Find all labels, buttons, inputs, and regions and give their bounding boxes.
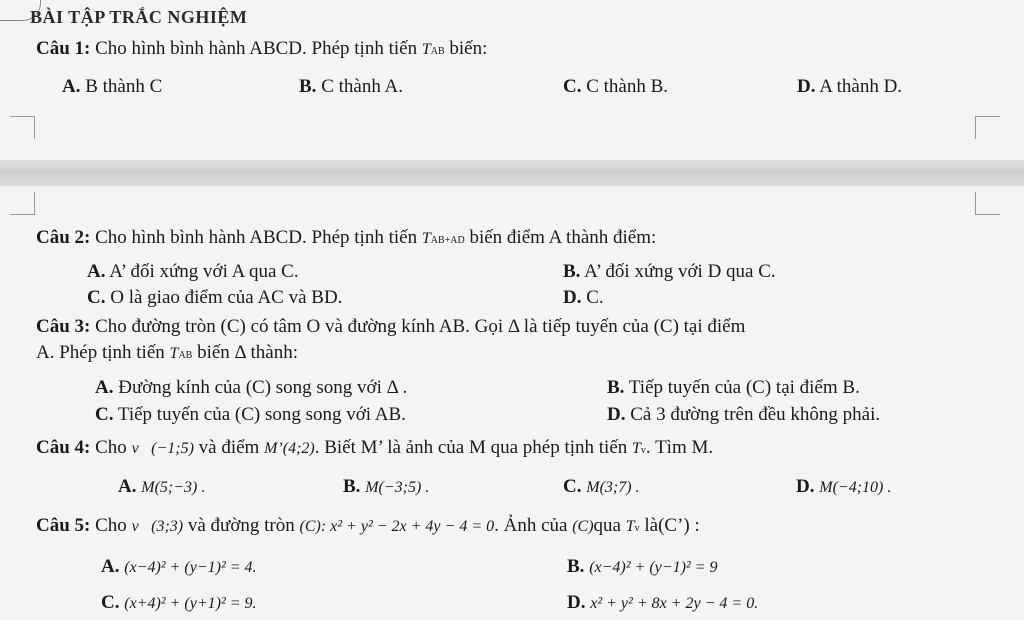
question-2-option-d[interactable]: D. C. [563, 287, 604, 308]
question-4-vector: v⃗(−1;5) [131, 440, 194, 457]
question-3-option-d[interactable]: D. Cả 3 đường trên đều không phải. [607, 404, 881, 425]
question-5-option-b[interactable]: B. (x−4)² + (y−1)² = 9 [567, 556, 718, 577]
question-5-option-c[interactable]: C. (x+4)² + (y+1)² = 9. [101, 592, 257, 613]
question-1-label: Câu 1: [36, 38, 91, 59]
question-3-label: Câu 3: [36, 316, 91, 337]
question-2-text-after: biến điểm A thành điểm: [469, 227, 657, 248]
page-break [0, 160, 1024, 186]
question-5-label: Câu 5: [36, 515, 91, 536]
question-5-vector: v⃗(3;3) [131, 518, 184, 535]
question-1-option-c[interactable]: C. C thành B. [563, 76, 669, 97]
question-2-option-c[interactable]: C. O là giao điểm của AC và BD. [87, 287, 343, 308]
question-1-text-after: biến: [449, 38, 488, 59]
question-4-option-a[interactable]: A. M(5;−3) . [118, 476, 206, 497]
question-2-label: Câu 2: [36, 227, 91, 248]
question-4-point: M’(4;2) [264, 440, 315, 457]
page-corner-mark [975, 116, 1000, 139]
question-2-translation: TAB+AD [421, 230, 465, 247]
question-2-stem [36, 227, 656, 252]
page-corner-mark [10, 192, 35, 215]
question-3-translation: TAB [169, 345, 193, 362]
question-1-option-a[interactable]: A. B thành C [62, 76, 163, 97]
page-heading: BÀI TẬP TRẮC NGHIỆM [30, 7, 248, 27]
question-5-translation: Tv [625, 518, 640, 535]
question-1-stem [36, 38, 487, 63]
question-4-stem: Câu 4: Cho v⃗(−1;5) và điểm M’(4;2). Biết M’ là ảnh của M qua phép tịnh tiến Tv. Tìm M. [36, 437, 714, 458]
question-5-circle: (C): x² + y² − 2x + 4y − 4 = 0 [299, 518, 495, 535]
question-5-option-a[interactable]: A. (x−4)² + (y−1)² = 4. [101, 556, 257, 577]
question-3-option-a[interactable]: A. Đường kính của (C) song song với Δ . [95, 377, 408, 398]
question-4-label: Câu 4: [36, 437, 91, 458]
question-1-option-d[interactable]: D. A thành D. [797, 76, 903, 97]
question-4-option-c[interactable]: C. M(3;7) . [563, 476, 640, 497]
question-1-text: Cho hình bình hành ABCD. Phép tịnh tiến [95, 38, 418, 59]
question-2-text: Cho hình bình hành ABCD. Phép tịnh tiến [95, 227, 418, 248]
question-3-stem [36, 316, 745, 338]
question-4-option-b[interactable]: B. M(−3;5) . [343, 476, 430, 497]
question-3-option-b[interactable]: B. Tiếp tuyến của (C) tại điểm B. [607, 377, 860, 398]
question-5-stem: Câu 5: Cho v⃗(3;3) và đường tròn (C): x² + y² − 2x + 4y − 4 = 0. Ảnh của (C)qua Tv là(C’) : [36, 515, 700, 536]
question-3-stem-line2: A. Phép tịnh tiến TAB biến Δ thành: [36, 342, 298, 363]
question-1-translation: TAB [421, 41, 445, 58]
question-3-option-c[interactable]: C. Tiếp tuyến của (C) song song với AB. [95, 404, 406, 425]
question-2-option-b[interactable]: B. A’ đối xứng với D qua C. [563, 261, 776, 282]
page-corner-mark [10, 116, 35, 139]
question-5-option-d[interactable]: D. x² + y² + 8x + 2y − 4 = 0. [567, 592, 759, 613]
question-4-option-d[interactable]: D. M(−4;10) . [796, 476, 892, 497]
question-2-option-a[interactable]: A. A’ đối xứng với A qua C. [87, 261, 299, 282]
question-3-text: Cho đường tròn (C) có tâm O và đường kính AB. Gọi Δ là tiếp tuyến của (C) tại điểm [95, 316, 746, 337]
question-4-translation: Tv [632, 440, 646, 457]
question-1-option-b[interactable]: B. C thành A. [299, 76, 403, 97]
page-corner-mark [975, 192, 1000, 215]
